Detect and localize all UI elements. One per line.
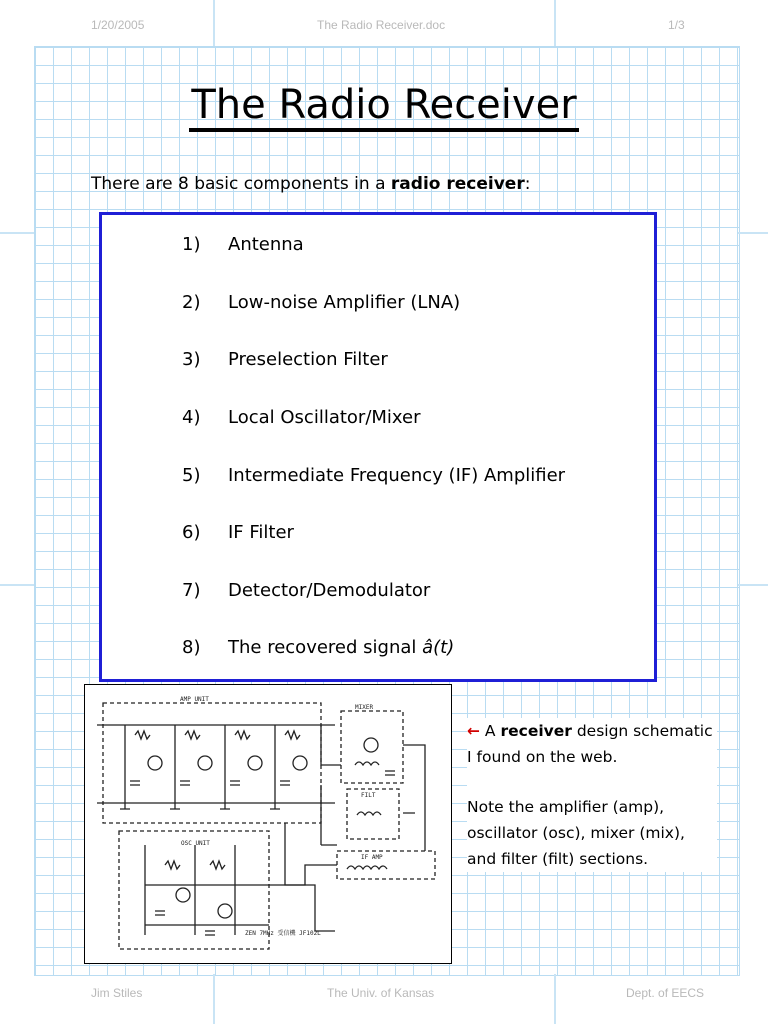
schematic-drawing xyxy=(85,685,451,963)
right-margin-line xyxy=(738,232,768,234)
recovered-signal-symbol: â(t) xyxy=(422,637,455,658)
intro-sentence: There are 8 basic components in a radio receiver: xyxy=(91,174,531,194)
note-paragraph-2: Note the amplifier (amp), oscillator (osc), mixer (mix), and filter (filt) sections. xyxy=(467,798,685,868)
schematic-label-filt: FILT xyxy=(361,792,376,799)
schematic-label-amp: AMP UNIT xyxy=(180,696,209,703)
receiver-schematic-image xyxy=(84,684,452,964)
page-footer xyxy=(0,986,768,1006)
page-header xyxy=(0,18,768,38)
footer-author: Jim Stiles xyxy=(91,986,143,1000)
left-arrow-icon: ← xyxy=(467,722,480,740)
schematic-label-osc: OSC UNIT xyxy=(181,840,210,847)
left-margin-line xyxy=(0,232,34,234)
footer-institution: The Univ. of Kansas xyxy=(327,986,435,1000)
schematic-label-mixer: MIXER xyxy=(355,704,374,711)
header-page-number: 1/3 xyxy=(668,18,685,32)
right-margin-line-2 xyxy=(738,584,768,586)
header-date: 1/20/2005 xyxy=(91,18,145,32)
left-margin-line-2 xyxy=(0,584,34,586)
schematic-note xyxy=(467,718,717,872)
schematic-caption: ZEN 7MHz 受信機 JF102L xyxy=(245,930,321,937)
note-paragraph-1: ← A receiver design schematic I found on the web. xyxy=(467,722,713,766)
schematic-label-if: IF AMP xyxy=(361,854,383,861)
note-bold-term: receiver xyxy=(500,722,572,740)
page-title: The Radio Receiver xyxy=(0,82,768,128)
components-list-box: 1) Antenna 2) Low-noise Amplifier (LNA) 3) Preselection Filter 4) Local Oscillator/Mixer 5) Intermediate Frequency (IF) Amplifier 6) IF Filter 7) Detector/Demodulator 8) The recovered signal â(t) xyxy=(99,212,657,682)
footer-department: Dept. of EECS xyxy=(626,986,705,1000)
intro-bold-term: radio receiver xyxy=(390,174,525,194)
header-filename: The Radio Receiver.doc xyxy=(317,18,446,32)
